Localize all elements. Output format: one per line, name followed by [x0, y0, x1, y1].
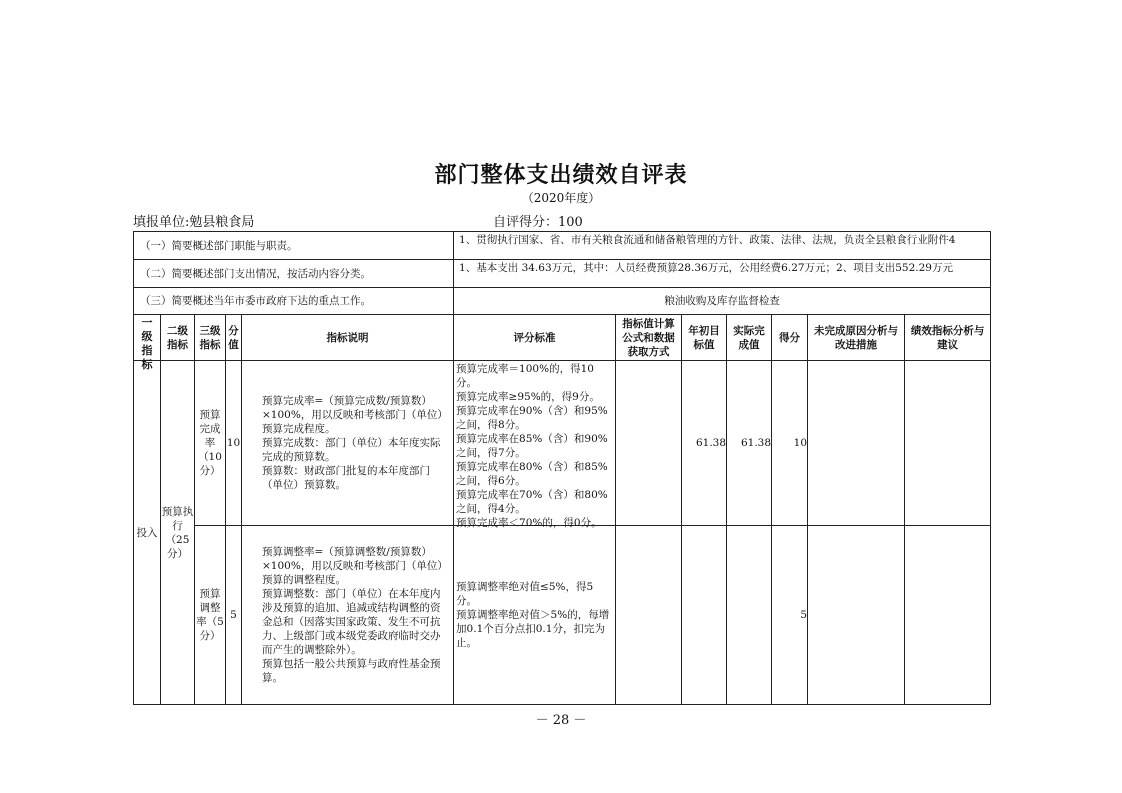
level1-cell: 投入	[134, 361, 161, 705]
header-score: 分值	[226, 315, 242, 361]
actual-cell	[727, 526, 772, 705]
table-row	[134, 361, 991, 526]
summary-row-3	[134, 288, 991, 315]
summary-content: 粮油收购及库存监督检查	[454, 288, 991, 315]
suggest-cell	[905, 526, 991, 705]
method-cell	[616, 361, 682, 526]
reason-cell	[808, 526, 905, 705]
method-cell	[616, 526, 682, 705]
header-level2: 二级指标	[161, 315, 195, 361]
summary-label: （二）简要概述部门支出情况，按活动内容分类。	[134, 260, 454, 288]
summary-row-2	[134, 260, 991, 288]
header-got: 得分	[772, 315, 808, 361]
header-row	[134, 315, 991, 361]
summary-label: （一）简要概述部门职能与职责。	[134, 232, 454, 260]
level3-cell: 预算调整率（5分）	[195, 526, 226, 705]
score-cell: 5	[226, 526, 242, 705]
summary-content: 1、贯彻执行国家、省、市有关粮食流通和储备粮管理的方针、政策、法律、法规，负责全县粮食行业附件4	[459, 234, 956, 246]
summary-content: 1、基本支出 34.63万元，其中：人员经费预算28.36万元，公用经费6.27万元；2、项目支出552.29万元	[459, 262, 953, 274]
reason-cell	[808, 361, 905, 526]
page-title: 部门整体支出绩效自评表	[434, 163, 688, 188]
description-cell: 预算完成率=（预算完成数/预算数）×100%，用以反映和考核部门（单位）预算完成程度。 预算完成数：部门（单位）本年度实际完成的预算数。 预算数：财政部门批复的本年度部门（单位）预算数。	[242, 361, 454, 526]
summary-label: （三）简要概述当年市委市政府下达的重点工作。	[134, 288, 454, 315]
self-score: 自评得分：100	[493, 215, 583, 230]
description-cell: 预算调整率=（预算调整数/预算数）×100%，用以反映和考核部门（单位）预算的调整程度。 预算调整数：部门（单位）在本年度内涉及预算的追加、追减或结构调整的资金总和（因落实国家政策、发生不可抗力、上级部门或本级党委政府临时交办而产生的调整除外）。 预算包括一般公共预算与政府性基金预算。	[242, 526, 454, 705]
target-cell	[682, 526, 727, 705]
header-reason: 未完成原因分析与改进措施	[808, 315, 905, 361]
reporting-unit: 填报单位:勉县粮食局	[133, 215, 255, 230]
summary-row-1	[134, 232, 991, 260]
standard-cell: 预算完成率＝100%的，得10分。 预算完成率≥95%的，得9分。 预算完成率在90%（含）和95%之间，得8分。 预算完成率在85%（含）和90%之间，得7分。 预算完成率在80%（含）和85%之间，得6分。 预算完成率在70%（含）和80%之间，得4分。 预算完成率＜70%的，得0分。	[456, 363, 608, 529]
report-year: （2020年度）	[521, 191, 601, 205]
header-suggest: 绩效指标分析与建议	[905, 315, 991, 361]
level3-cell: 预算完成率（10分）	[195, 361, 226, 526]
header-description: 指标说明	[242, 315, 454, 361]
page-number: － 28 －	[535, 713, 587, 728]
level2-cell: 预算执行（25分）	[161, 361, 195, 705]
score-cell: 10	[226, 361, 242, 526]
actual-cell: 61.38	[727, 361, 772, 526]
suggest-cell	[905, 361, 991, 526]
header-level3: 三级指标	[195, 315, 226, 361]
header-actual: 实际完成值	[727, 315, 772, 361]
table-row	[134, 526, 991, 705]
header-level1: 一级指标	[141, 316, 153, 371]
got-cell: 5	[772, 526, 808, 705]
got-cell: 10	[772, 361, 808, 526]
header-target: 年初目标值	[682, 315, 727, 361]
target-cell: 61.38	[682, 361, 727, 526]
header-method: 指标值计算公式和数据获取方式	[616, 315, 682, 361]
evaluation-table	[133, 231, 991, 705]
header-standard: 评分标准	[454, 315, 616, 361]
standard-cell: 预算调整率绝对值≤5%，得5分。 预算调整率绝对值＞5%的，每增加0.1个百分点扣0.1分，扣完为止。	[454, 526, 616, 705]
